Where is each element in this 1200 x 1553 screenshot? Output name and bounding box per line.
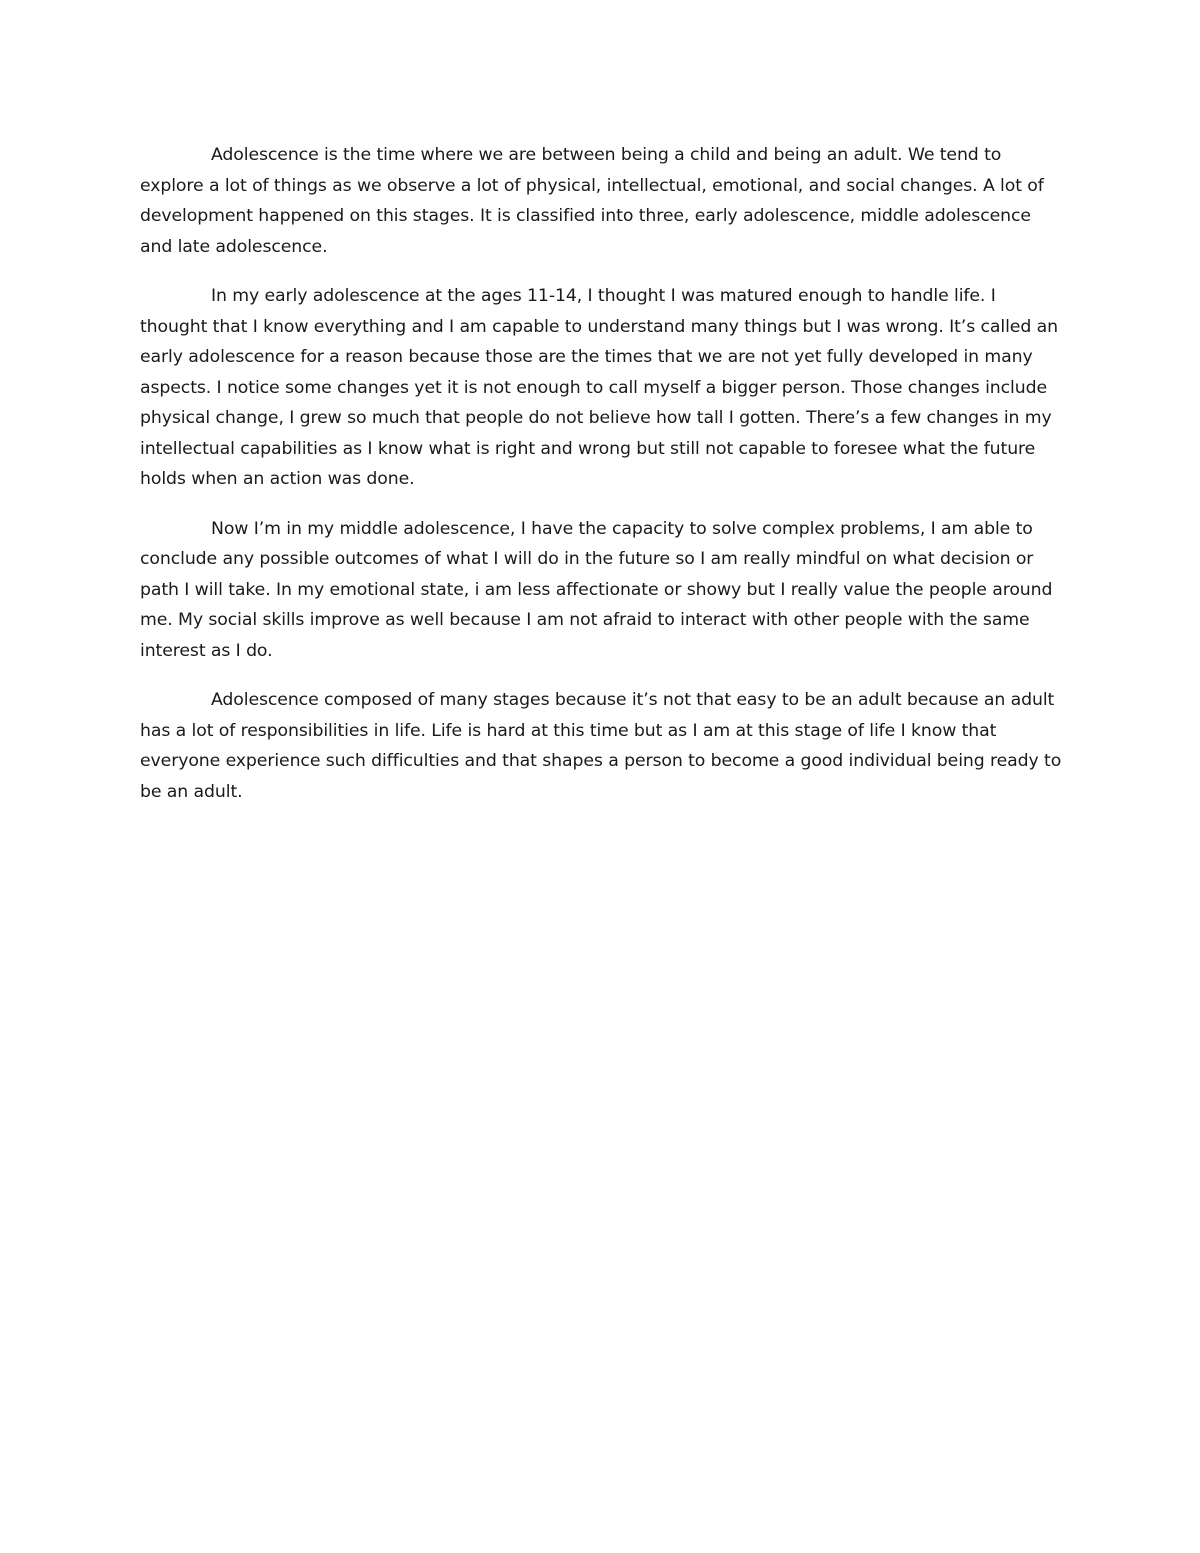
paragraph-middle-adolescence: Now I’m in my middle adolescence, I have the capacity to solve complex problems, I am able to conclude any possible outcomes of what I will do in the future so I am really mindful on what decision or path I will take. In my emotional state, i am less affectionate or showy but I really value the people around me. My social skills improve as well because I am not afraid to interact with other people with the same interest as I do. <box>140 518 1053 661</box>
paragraph-intro: Adolescence is the time where we are between being a child and being an adult. We tend to explore a lot of things as we observe a lot of physical, intellectual, emotional, and social changes. A lot of development happened on this stages. It is classified into three, early adolescence, middle adolescence and late adolescence. <box>140 145 1044 257</box>
paragraph-early-adolescence: In my early adolescence at the ages 11-14, I thought I was matured enough to handle life. I thought that I know everything and I am capable to understand many things but I was wrong. It’s called an early adolescence for a reason because those are the times that we are not yet fully developed in many aspects. I notice some changes yet it is not enough to call myself a bigger person. Those changes include physical change, I grew so much that people do not believe how tall I gotten. There’s a few changes in my intellectual capabilities as I know what is right and wrong but still not capable to foresee what the future holds when an action was done. <box>140 286 1058 489</box>
paragraph-conclusion: Adolescence composed of many stages because it’s not that easy to be an adult because an adult has a lot of responsibilities in life. Life is hard at this time but as I am at this stage of life I know that everyone experience such difficulties and that shapes a person to become a good individual being ready to be an adult. <box>140 690 1062 802</box>
document-body <box>140 140 1065 826</box>
